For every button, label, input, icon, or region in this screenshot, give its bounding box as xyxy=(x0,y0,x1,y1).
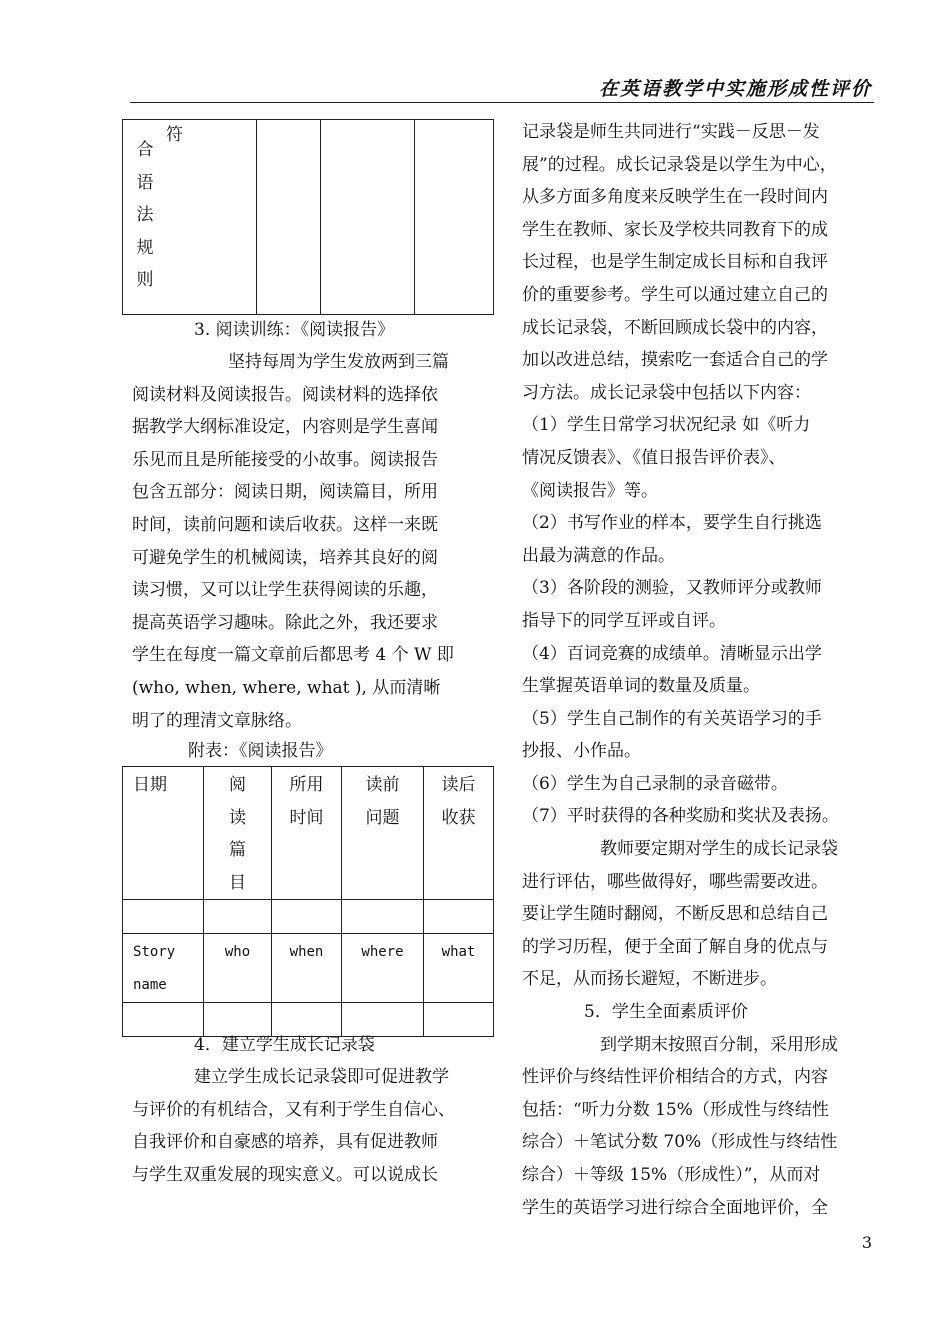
text-line: 记录袋是师生共同进行“实践－反思－发 xyxy=(522,122,820,142)
grammar-table-label-cell xyxy=(123,120,257,315)
text-line: 坚持每周为学生发放两到三篇 xyxy=(228,352,449,372)
text-line: 与学生双重发展的现实意义。可以说成长 xyxy=(132,1164,438,1185)
header-text: 读后 xyxy=(441,775,476,795)
vertical-char: 语 xyxy=(136,172,154,193)
text-line: （5）学生自己制作的有关英语学习的手 xyxy=(522,708,822,729)
text-line: 《阅读报告》等。 xyxy=(522,480,658,501)
text-line: 读习惯，又可以让学生获得阅读的乐趣， xyxy=(132,580,438,601)
header-text: 阅 xyxy=(229,775,246,795)
table-cell xyxy=(424,900,494,934)
final-evaluation-paragraph xyxy=(522,1029,876,1225)
reading-paragraph xyxy=(132,346,494,737)
text-line: 时间，读前问题和读后收获。这样一来既 xyxy=(132,514,438,535)
vertical-char: 合 xyxy=(136,140,154,160)
text-line: (who, when, where, what ), 从而清晰 xyxy=(132,677,441,698)
grammar-table-cell xyxy=(321,120,415,315)
text-line: （3）各阶段的测验，又教师评分或教师 xyxy=(522,578,822,599)
vertical-char: 法 xyxy=(136,205,154,226)
text-line: 乐见而且是所能接受的小故事。阅读报告 xyxy=(132,449,438,470)
text-line: 学生在教师、家长及学校共同教育下的成 xyxy=(522,219,828,240)
header-text: 时间 xyxy=(289,807,324,828)
cell-text: who xyxy=(224,944,251,961)
vertical-label xyxy=(135,134,155,297)
header-text: 篇 xyxy=(229,840,246,861)
header-text: 目 xyxy=(229,872,246,893)
table-cell xyxy=(342,1002,424,1036)
text-line: 成长记录袋，不断回顾成长袋中的内容， xyxy=(522,317,828,338)
grammar-table-cell xyxy=(257,120,321,315)
page-number: 3 xyxy=(861,1233,872,1252)
text-line: 学生的英语学习进行综合全面地评价，全 xyxy=(522,1197,828,1218)
table-header-cell xyxy=(123,767,204,900)
text-line: （7）平时获得的各种奖励和奖状及表扬。 xyxy=(522,806,839,827)
text-line: 展”的过程。成长记录袋是以学生为中心， xyxy=(522,154,837,175)
text-line: 综合）＋等级 15%（形成性）”，从而对 xyxy=(522,1165,821,1185)
text-line: 指导下的同学互评或自评。 xyxy=(522,610,726,631)
section-heading-4: 4．建立学生成长记录袋 xyxy=(194,1035,375,1055)
table-cell xyxy=(424,1002,494,1036)
text-line: 包括：“听力分数 15%（形成性与终结性 xyxy=(522,1099,829,1120)
text-line: 长过程，也是学生制定成长目标和自我评 xyxy=(522,252,828,273)
text-line: 要让学生随时翻阅，不断反思和总结自己 xyxy=(522,904,828,925)
table-cell xyxy=(424,934,494,1002)
table-header-cell xyxy=(342,767,424,900)
table-caption: 附表：《阅读报告》 xyxy=(188,741,333,761)
text-line: 提高英语学习趣味。除此之外，我还要求 xyxy=(132,612,438,633)
cell-text: Story xyxy=(133,944,176,961)
text-line: 学生在每度一篇文章前后都思考 4 个 W 即 xyxy=(132,645,454,666)
table-cell xyxy=(123,900,204,934)
reading-report-table xyxy=(122,766,494,1037)
header-rule xyxy=(130,102,874,103)
header-text: 读前 xyxy=(365,775,400,795)
grammar-table-top-label: 符 xyxy=(166,125,183,145)
text-line: 从多方面多角度来反映学生在一段时间内 xyxy=(522,187,828,208)
text-line: 建立学生成长记录袋即可促进教学 xyxy=(194,1067,449,1087)
text-line: 习方法。成长记录袋中包括以下内容： xyxy=(522,382,811,403)
table-cell xyxy=(204,934,272,1002)
cell-text: when xyxy=(289,944,324,961)
cell-text: what xyxy=(441,944,476,961)
text-line: （4）百词竞赛的成绩单。清晰显示出学 xyxy=(522,643,822,664)
header-text: 日期 xyxy=(133,775,167,795)
text-line: 的学习历程，便于全面了解自身的优点与 xyxy=(522,936,828,957)
text-line: 综合）＋笔试分数 70%（形成性与终结性 xyxy=(522,1132,838,1153)
table-cell xyxy=(342,934,424,1002)
text-line: 明了的理清文章脉络。 xyxy=(132,710,302,731)
text-line: 据教学大纲标准设定，内容则是学生喜闻 xyxy=(132,417,438,438)
vertical-char: 则 xyxy=(136,270,154,291)
table-cell xyxy=(272,1002,342,1036)
text-line: 可避免学生的机械阅读，培养其良好的阅 xyxy=(132,547,438,568)
portfolio-paragraph xyxy=(132,1061,494,1191)
text-line: 进行评估，哪些做得好，哪些需要改进。 xyxy=(522,871,828,892)
table-header-cell xyxy=(424,767,494,900)
text-line: 出最为满意的作品。 xyxy=(522,545,675,566)
text-line: 性评价与终结性评价相结合的方式，内容 xyxy=(522,1067,828,1088)
section-heading-5: 5．学生全面素质评价 xyxy=(584,1002,748,1023)
text-line: 自我评价和自豪感的培养，具有促进教师 xyxy=(132,1132,438,1153)
text-line: 生掌握英语单词的数量及质量。 xyxy=(522,676,760,697)
table-cell xyxy=(204,900,272,934)
header-text: 读 xyxy=(229,807,246,828)
text-line: 包含五部分：阅读日期，阅读篇目，所用 xyxy=(132,482,438,503)
table-cell xyxy=(204,1002,272,1036)
table-header-cell xyxy=(204,767,272,900)
table-cell xyxy=(342,900,424,934)
header-text: 收获 xyxy=(441,807,476,828)
text-line: 不足，从而扬长避短，不断进步。 xyxy=(522,969,777,990)
text-line: 阅读材料及阅读报告。阅读材料的选择依 xyxy=(132,384,438,405)
section-heading-3: 3. 阅读训练：《阅读报告》 xyxy=(194,320,395,340)
table-cell xyxy=(123,1002,204,1036)
text-line: （2）书写作业的样本，要学生自行挑选 xyxy=(522,513,822,534)
cell-text: name xyxy=(133,976,167,993)
table-cell xyxy=(123,934,204,1002)
text-line: （1）学生日常学习状况纪录 如《听力 xyxy=(522,415,811,436)
grammar-table-cell xyxy=(415,120,494,315)
text-line: 到学期末按照百分制，采用形成 xyxy=(600,1034,838,1055)
text-line: （6）学生为自己录制的录音磁带。 xyxy=(522,773,788,794)
text-line: 教师要定期对学生的成长记录袋 xyxy=(600,839,838,860)
portfolio-contents xyxy=(522,116,876,833)
text-line: 价的重要参考。学生可以通过建立自己的 xyxy=(522,284,828,305)
cell-text: where xyxy=(361,944,404,961)
teacher-evaluation-paragraph xyxy=(522,833,876,996)
table-cell xyxy=(272,900,342,934)
right-column xyxy=(522,116,876,1224)
text-line: 加以改进总结，摸索吃一套适合自己的学 xyxy=(522,350,828,371)
running-header-title: 在英语教学中实施形成性评价 xyxy=(598,78,872,100)
table-header-cell xyxy=(272,767,342,900)
header-text: 问题 xyxy=(365,807,400,828)
header-text: 所用 xyxy=(289,775,324,795)
text-line: 抄报、小作品。 xyxy=(522,741,641,762)
vertical-char: 规 xyxy=(136,237,154,258)
text-line: 与评价的有机结合，又有利于学生自信心、 xyxy=(132,1099,455,1120)
text-line: 情况反馈表》、《值日报告评价表》、 xyxy=(522,447,786,468)
table-cell xyxy=(272,934,342,1002)
